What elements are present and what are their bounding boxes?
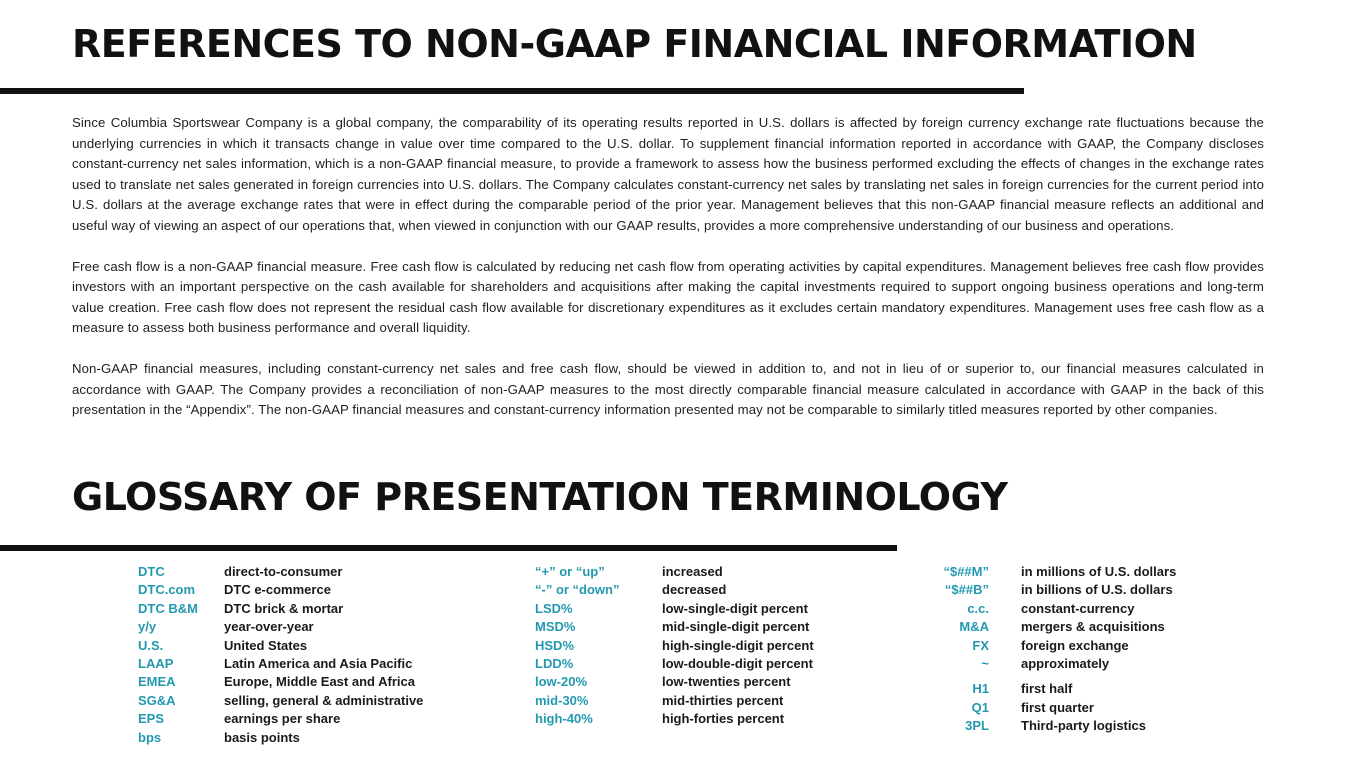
- glossary-row: [535, 673, 814, 691]
- glossary-row: [925, 717, 1176, 735]
- glossary-row: [138, 637, 423, 655]
- glossary-definition: direct-to-consumer: [224, 564, 343, 579]
- glossary-term: “$##B”: [944, 582, 989, 598]
- glossary-definition: low-single-digit percent: [662, 600, 808, 616]
- glossary-row: [138, 710, 423, 728]
- glossary-row: [535, 655, 814, 673]
- glossary-definition: selling, general & administrative: [224, 692, 424, 708]
- glossary-heading: GLOSSARY OF PRESENTATION TERMINOLOGY: [72, 475, 1008, 519]
- glossary-row: [925, 655, 1176, 673]
- glossary-term: Q1: [971, 699, 989, 715]
- glossary-term: FX: [972, 637, 989, 653]
- glossary-column-3: [925, 563, 1176, 736]
- paragraph-constant-currency: Since Columbia Sportswear Company is a global company, the comparability of its operating results reported in U.S. dollars is affected by foreign currency exchange rate fluctuations because the underlying currencies in which it transacts change in value over time compared to the U.S. dollar. To supplement financial information reported in accordance with GAAP, the Company discloses constant-currency net sales information, which is a non-GAAP financial measure, to provide a framework to assess how the business performed excluding the effects of changes in the exchange rates used to translate net sales generated in foreign currencies into U.S. dollars. The Company calculates constant-currency net sales by translating net sales in foreign currencies for the current period into U.S. dollars at the average exchange rates that were in effect during the comparable period of the prior year. Management believes that this non-GAAP financial measure reflects an additional and useful way of viewing an aspect of our operations that, when viewed in conjunction with our GAAP results, provides a more comprehensive understanding of our business and operations.: [72, 115, 1264, 233]
- glossary-row: [138, 563, 423, 581]
- glossary-row: [138, 600, 423, 618]
- glossary-row: [138, 729, 423, 747]
- glossary-definition: basis points: [224, 729, 300, 745]
- glossary-term: LSD%: [535, 600, 573, 616]
- glossary-term: LDD%: [535, 655, 574, 671]
- glossary-row: [925, 600, 1176, 618]
- glossary-term: MSD%: [535, 619, 576, 635]
- glossary-row: [925, 563, 1176, 581]
- glossary-term: H1: [972, 681, 989, 697]
- paragraph-non-gaap-measures: Non-GAAP financial measures, including constant-currency net sales and free cash flow, should be viewed in addition to, and not in lieu of or superior to, our financial measures calculated in accordance with GAAP. The Company provides a reconciliation of non-GAAP measures to the most directly comparable financial measure calculated in accordance with GAAP in the back of this presentation in the “Appendix”. The non-GAAP financial measures and constant-currency information presented may not be comparable to similarly titled measures reported by other companies.: [72, 361, 1264, 417]
- glossary-term: HSD%: [535, 637, 575, 653]
- glossary-row: [535, 563, 814, 581]
- glossary-term: “-” or “down”: [535, 582, 620, 598]
- glossary-definition: low-twenties percent: [662, 674, 791, 690]
- glossary-definition: mid-thirties percent: [662, 692, 784, 708]
- glossary-term: low-20%: [535, 674, 588, 690]
- glossary-term: M&A: [959, 619, 989, 635]
- glossary-row: [925, 581, 1176, 599]
- glossary-term: high-40%: [535, 711, 593, 727]
- glossary-term: y/y: [138, 619, 157, 635]
- glossary-term: bps: [138, 729, 162, 745]
- glossary-definition: Europe, Middle East and Africa: [224, 674, 415, 690]
- glossary-definition: in millions of U.S. dollars: [1021, 564, 1177, 579]
- glossary-definition: earnings per share: [224, 711, 341, 727]
- glossary-term: EMEA: [138, 674, 176, 690]
- glossary-definition: Latin America and Asia Pacific: [224, 655, 413, 671]
- glossary-definition: increased: [662, 564, 723, 579]
- glossary-row: [925, 699, 1176, 717]
- glossary-term: DTC.com: [138, 582, 196, 598]
- glossary-definition: Third-party logistics: [1021, 718, 1146, 734]
- glossary-term: DTC: [138, 564, 165, 579]
- glossary-row: [535, 692, 814, 710]
- glossary-definition: year-over-year: [224, 619, 314, 635]
- glossary-term: 3PL: [965, 718, 989, 734]
- non-gaap-text: [72, 113, 1264, 441]
- heading-underline: [0, 88, 1024, 94]
- glossary-row: [535, 710, 814, 728]
- glossary-definition: mid-single-digit percent: [662, 619, 810, 635]
- glossary-term: SG&A: [138, 692, 176, 708]
- glossary-term: mid-30%: [535, 692, 589, 708]
- glossary-term: “$##M”: [943, 564, 989, 579]
- glossary-definition: first quarter: [1021, 699, 1094, 715]
- glossary-definition: decreased: [662, 582, 727, 598]
- glossary-term: c.c.: [967, 600, 989, 616]
- glossary-row: [138, 655, 423, 673]
- glossary-definition: foreign exchange: [1021, 637, 1129, 653]
- glossary-definition: approximately: [1021, 655, 1110, 671]
- glossary-row: [138, 618, 423, 636]
- glossary-definition: mergers & acquisitions: [1021, 619, 1165, 635]
- glossary-row: [925, 618, 1176, 636]
- glossary-definition: low-double-digit percent: [662, 655, 813, 671]
- glossary-row: [535, 618, 814, 636]
- glossary-row: [535, 600, 814, 618]
- glossary-term: DTC B&M: [138, 600, 198, 616]
- glossary-definition: United States: [224, 637, 308, 653]
- glossary-definition: in billions of U.S. dollars: [1021, 582, 1173, 598]
- glossary-term: U.S.: [138, 637, 164, 653]
- glossary-row: [138, 673, 423, 691]
- glossary-definition: DTC e-commerce: [224, 582, 331, 598]
- glossary-term: ~: [981, 655, 989, 671]
- glossary-row: [925, 680, 1176, 698]
- glossary-term: EPS: [138, 711, 165, 727]
- glossary-row: [925, 637, 1176, 655]
- references-heading: REFERENCES TO NON-GAAP FINANCIAL INFORMATION: [72, 22, 1197, 66]
- glossary-term: LAAP: [138, 655, 174, 671]
- paragraph-free-cash-flow: Free cash flow is a non-GAAP financial measure. Free cash flow is calculated by reducing net cash flow from operating activities by capital expenditures. Management believes free cash flow provides investors with an important perspective on the cash available for shareholders and acquisitions after making the capital investments required to support ongoing business operations and long-term value creation. Free cash flow does not represent the residual cash flow available for discretionary expenditures as it excludes certain mandatory expenditures. Management uses free cash flow as a measure to assess both business performance and overall liquidity.: [72, 258, 1264, 335]
- glossary-column-2: [535, 563, 814, 729]
- glossary-row: [138, 692, 423, 710]
- glossary-definition: high-single-digit percent: [662, 637, 814, 653]
- glossary-definition: first half: [1021, 681, 1073, 697]
- glossary-row: [138, 581, 423, 599]
- glossary-row: [535, 637, 814, 655]
- glossary-definition: constant-currency: [1021, 600, 1135, 616]
- glossary-definition: high-forties percent: [662, 711, 785, 727]
- heading-underline: [0, 545, 897, 551]
- glossary-column-1: [138, 563, 423, 747]
- glossary-row: [535, 581, 814, 599]
- glossary-definition: DTC brick & mortar: [224, 600, 344, 616]
- glossary-term: “+” or “up”: [535, 564, 605, 579]
